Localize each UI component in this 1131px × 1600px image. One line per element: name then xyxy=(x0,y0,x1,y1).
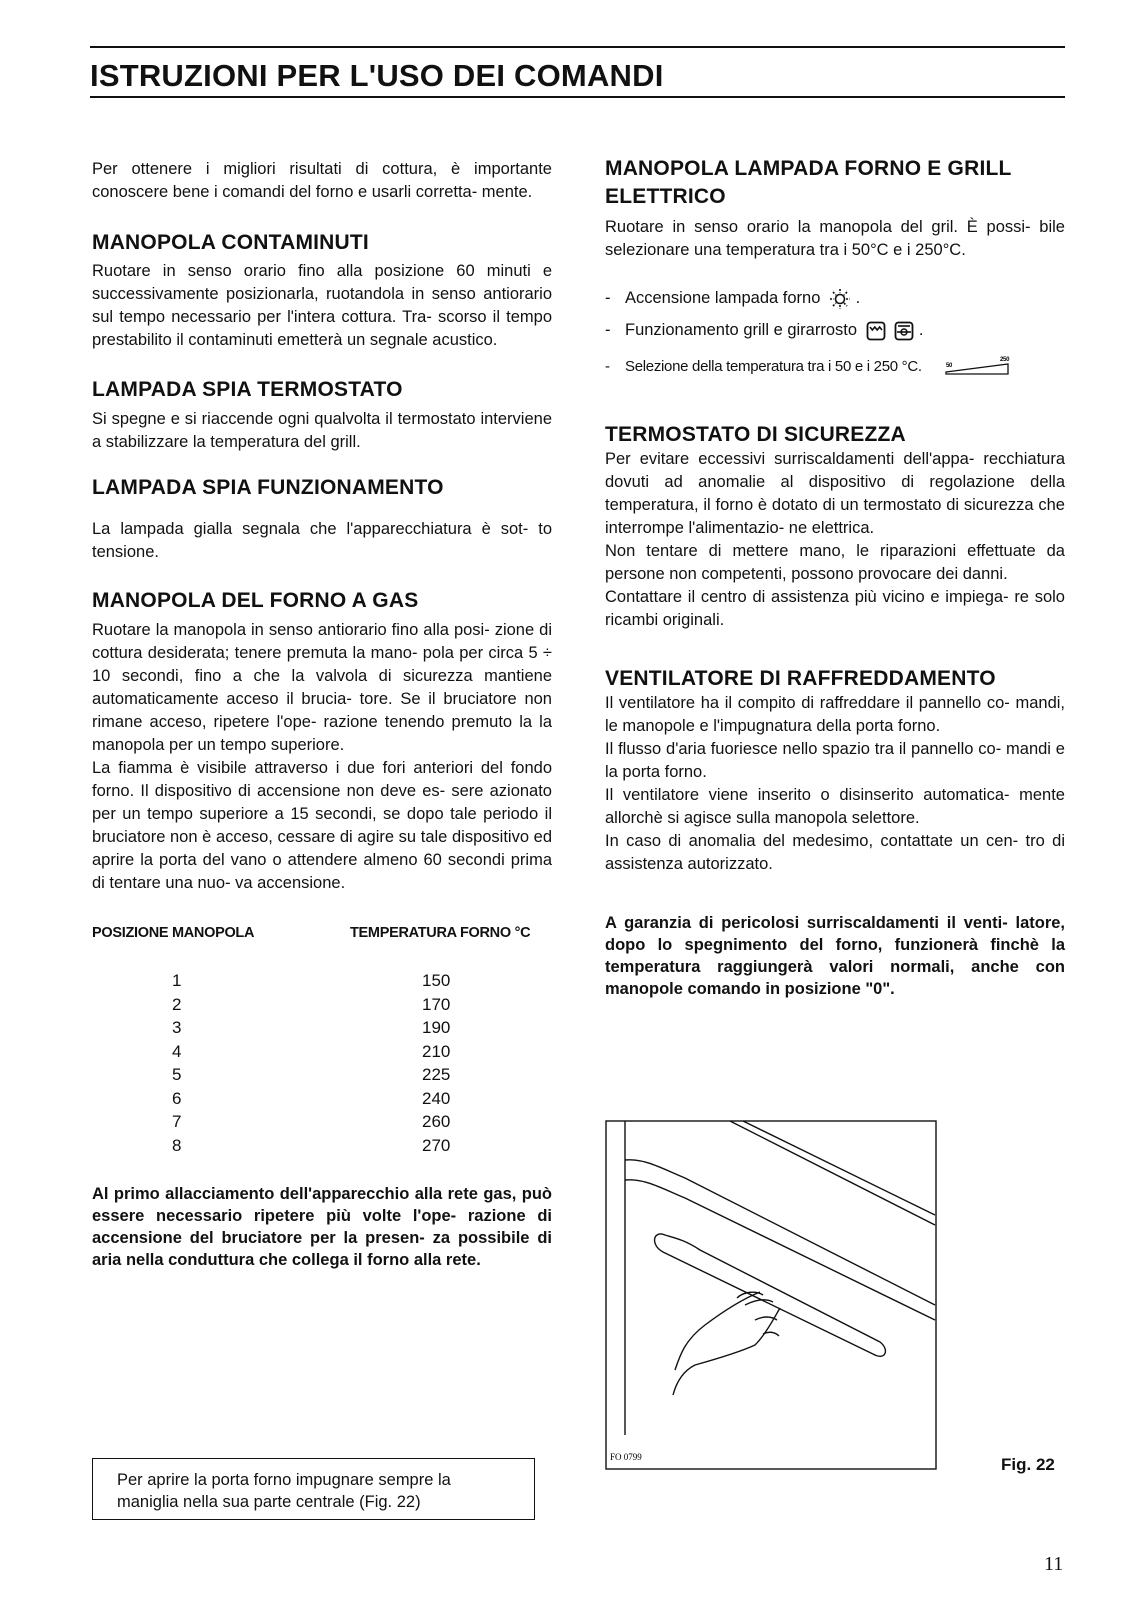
temperature-scale-icon xyxy=(944,355,1014,379)
allacciamento-note: Al primo allacciamento dell'apparecchio alla rete gas, può essere necessario ripetere più volte l'ope- razione di accensione del bruciatore per la presen- za possibile di aria nella conduttura che collega il forno alla rete. xyxy=(92,1185,552,1269)
grill-functions-list xyxy=(605,282,1065,383)
section-text-spia-termostato: Si spegne e si riaccende ogni qualvolta il termostato interviene a stabilizzare la temperatura del grill. xyxy=(92,410,552,451)
grill-icon xyxy=(866,321,886,341)
column-header-position: POSIZIONE MANOPOLA xyxy=(92,925,255,941)
section-text-spia-funzionamento: La lampada gialla segnala che l'apparecchiatura è sot- to tensione. xyxy=(92,520,552,561)
rotisserie-icon xyxy=(894,321,914,341)
section-text-ventilatore-3: Il ventilatore viene inserito o disinserito automatica- mente allorchè si agisce sulla manopola selettore. xyxy=(605,786,1065,827)
knob-position: 6 xyxy=(172,1088,182,1108)
section-heading-termostato-sicurezza: TERMOSTATO DI SICUREZZA xyxy=(605,423,906,446)
page-title: ISTRUZIONI PER L'USO DEI COMANDI xyxy=(90,58,664,93)
oven-temperature: 170 xyxy=(422,994,451,1014)
knob-position: 4 xyxy=(172,1041,182,1061)
knob-position: 3 xyxy=(172,1018,182,1037)
oven-temperature: 150 xyxy=(422,971,451,990)
door-opening-note-box xyxy=(92,1458,535,1520)
oven-temperature: 240 xyxy=(422,1088,451,1108)
table-row xyxy=(92,969,552,993)
intro-text: Per ottenere i migliori risultati di cottura, è importante conoscere bene i comandi del forno e usarli corretta- mente. xyxy=(92,160,552,201)
section-text-termostato-sicurezza-3: Contattare il centro di assistenza più vicino e impiega- re solo ricambi originali. xyxy=(605,588,1065,629)
oven-door-figure xyxy=(605,1120,937,1470)
table-row xyxy=(92,1063,552,1087)
section-text-ventilatore-4: In caso di anomalia del medesimo, contattate un cen- tro di assistenza autorizzato. xyxy=(605,832,1065,873)
section-text-ventilatore-2: Il flusso d'aria fuoriesce nello spazio tra il pannello co- mandi e la porta forno. xyxy=(605,740,1065,781)
section-text-termostato-sicurezza-2: Non tentare di mettere mano, le riparazioni effettuate da persone non competenti, possono provocare dei danni. xyxy=(605,542,1065,583)
section-text-lampada-grill: Ruotare in senso orario la manopola del gril. È possi- bile selezionare una temperatura tra i 50°C e i 250°C. xyxy=(605,218,1065,259)
scale-min-label: 50 xyxy=(945,363,952,370)
table-row xyxy=(92,1016,552,1040)
section-heading-contaminuti: MANOPOLA CONTAMINUTI xyxy=(92,231,369,254)
knob-position: 2 xyxy=(172,994,182,1014)
section-text-termostato-sicurezza-1: Per evitare eccessivi surriscaldamenti dell'appa- recchiatura dovuti ad anomalie al dispositivo di regolazione della temperatura, il forno è dotato di un termostato di sicurezza che interrompe l'alimentazio- ne elettrica. xyxy=(605,450,1065,537)
oven-temperature: 190 xyxy=(422,1018,451,1037)
top-rule xyxy=(90,46,1065,48)
table-row xyxy=(92,1087,552,1111)
table-row xyxy=(92,1134,552,1158)
figure-code: FO 0799 xyxy=(610,1452,642,1462)
title-underline xyxy=(90,96,1065,98)
door-opening-note: Per aprire la porta forno impugnare sempre la maniglia nella sua parte centrale (Fig. 22) xyxy=(117,1471,451,1511)
section-heading-forno-gas: MANOPOLA DEL FORNO A GAS xyxy=(92,589,419,612)
bullet-text-lamp: Accensione lampada forno xyxy=(625,289,821,307)
column-header-temperature: TEMPERATURA FORNO °C xyxy=(350,925,531,941)
table-row xyxy=(92,1040,552,1064)
section-heading-lampada-grill: MANOPOLA LAMPADA FORNO E GRILL ELETTRICO xyxy=(605,157,1012,208)
garanzia-note: A garanzia di pericolosi surriscaldamenti il venti- latore, dopo lo spegnimento del forno, funzionerà finchè la temperatura raggiungerà valori normali, anche con manopole comando in posizione "0". xyxy=(605,914,1065,998)
section-text-contaminuti: Ruotare in senso orario fino alla posizione 60 minuti e successivamente posizionarla, ruotandola in senso antiorario sul tempo necessario per l'intera cottura. Tra- scorso il tempo prestabilito il contaminuti emetterà un segnale acustico. xyxy=(92,262,552,349)
knob-position: 5 xyxy=(172,1065,182,1084)
list-item: - Accensione lampada forno . xyxy=(605,282,1065,314)
bullet-text-grill: Funzionamento grill e girarrosto xyxy=(625,321,858,339)
right-column xyxy=(605,155,1065,1000)
lamp-icon xyxy=(829,288,851,310)
list-item: - Selezione della temperatura tra i 50 e i 250 °C. 50 250 xyxy=(605,351,1065,383)
left-column xyxy=(92,158,552,1271)
bullet-text-temperature: Selezione della temperatura tra i 50 e i 250 °C. xyxy=(625,358,922,375)
temperature-table xyxy=(92,969,552,1157)
temperature-table-header xyxy=(92,925,552,947)
page-number: 11 xyxy=(1044,1553,1064,1575)
oven-temperature: 260 xyxy=(422,1112,451,1131)
section-text-forno-gas-2: La fiamma è visibile attraverso i due fori anteriori del fondo forno. Il dispositivo di accensione non deve es- sere azionato per un tempo superiore a 15 secondi, se dopo tale periodo il bruciatore non è acceso, cessare di agire su tale dispositivo ed aprire la porta del vano o attendere almeno 60 secondi prima di tentare una nuo- va accensione. xyxy=(92,759,552,892)
figure-label: Fig. 22 xyxy=(1001,1455,1055,1474)
knob-position: 1 xyxy=(172,971,182,990)
knob-position: 7 xyxy=(172,1112,182,1131)
knob-position: 8 xyxy=(172,1135,182,1155)
scale-max-label: 250 xyxy=(999,357,1009,364)
table-row xyxy=(92,993,552,1017)
section-heading-spia-termostato: LAMPADA SPIA TERMOSTATO xyxy=(92,378,403,401)
section-heading-ventilatore: VENTILATORE DI RAFFREDDAMENTO xyxy=(605,667,996,690)
oven-temperature: 210 xyxy=(422,1041,451,1061)
oven-temperature: 270 xyxy=(422,1135,451,1155)
section-text-ventilatore-1: Il ventilatore ha il compito di raffreddare il pannello co- mandi, le manopole e l'impugnatura della porta forno. xyxy=(605,694,1065,735)
section-heading-spia-funzionamento: LAMPADA SPIA FUNZIONAMENTO xyxy=(92,476,444,499)
oven-temperature: 225 xyxy=(422,1065,451,1084)
table-row xyxy=(92,1110,552,1134)
list-item: - Funzionamento grill e girarrosto . xyxy=(605,321,924,339)
section-text-forno-gas-1: Ruotare la manopola in senso antiorario fino alla posi- zione di cottura desiderata; tenere premuta la mano- pola per circa 5 ÷ 10 secondi, fino a che la valvola di sicurezza mantiene automaticamente acceso il brucia- tore. Se il bruciatore non rimane acceso, ripetere l'ope- razione tenendo premuto la la manopola per un tempo superiore. xyxy=(92,621,552,754)
